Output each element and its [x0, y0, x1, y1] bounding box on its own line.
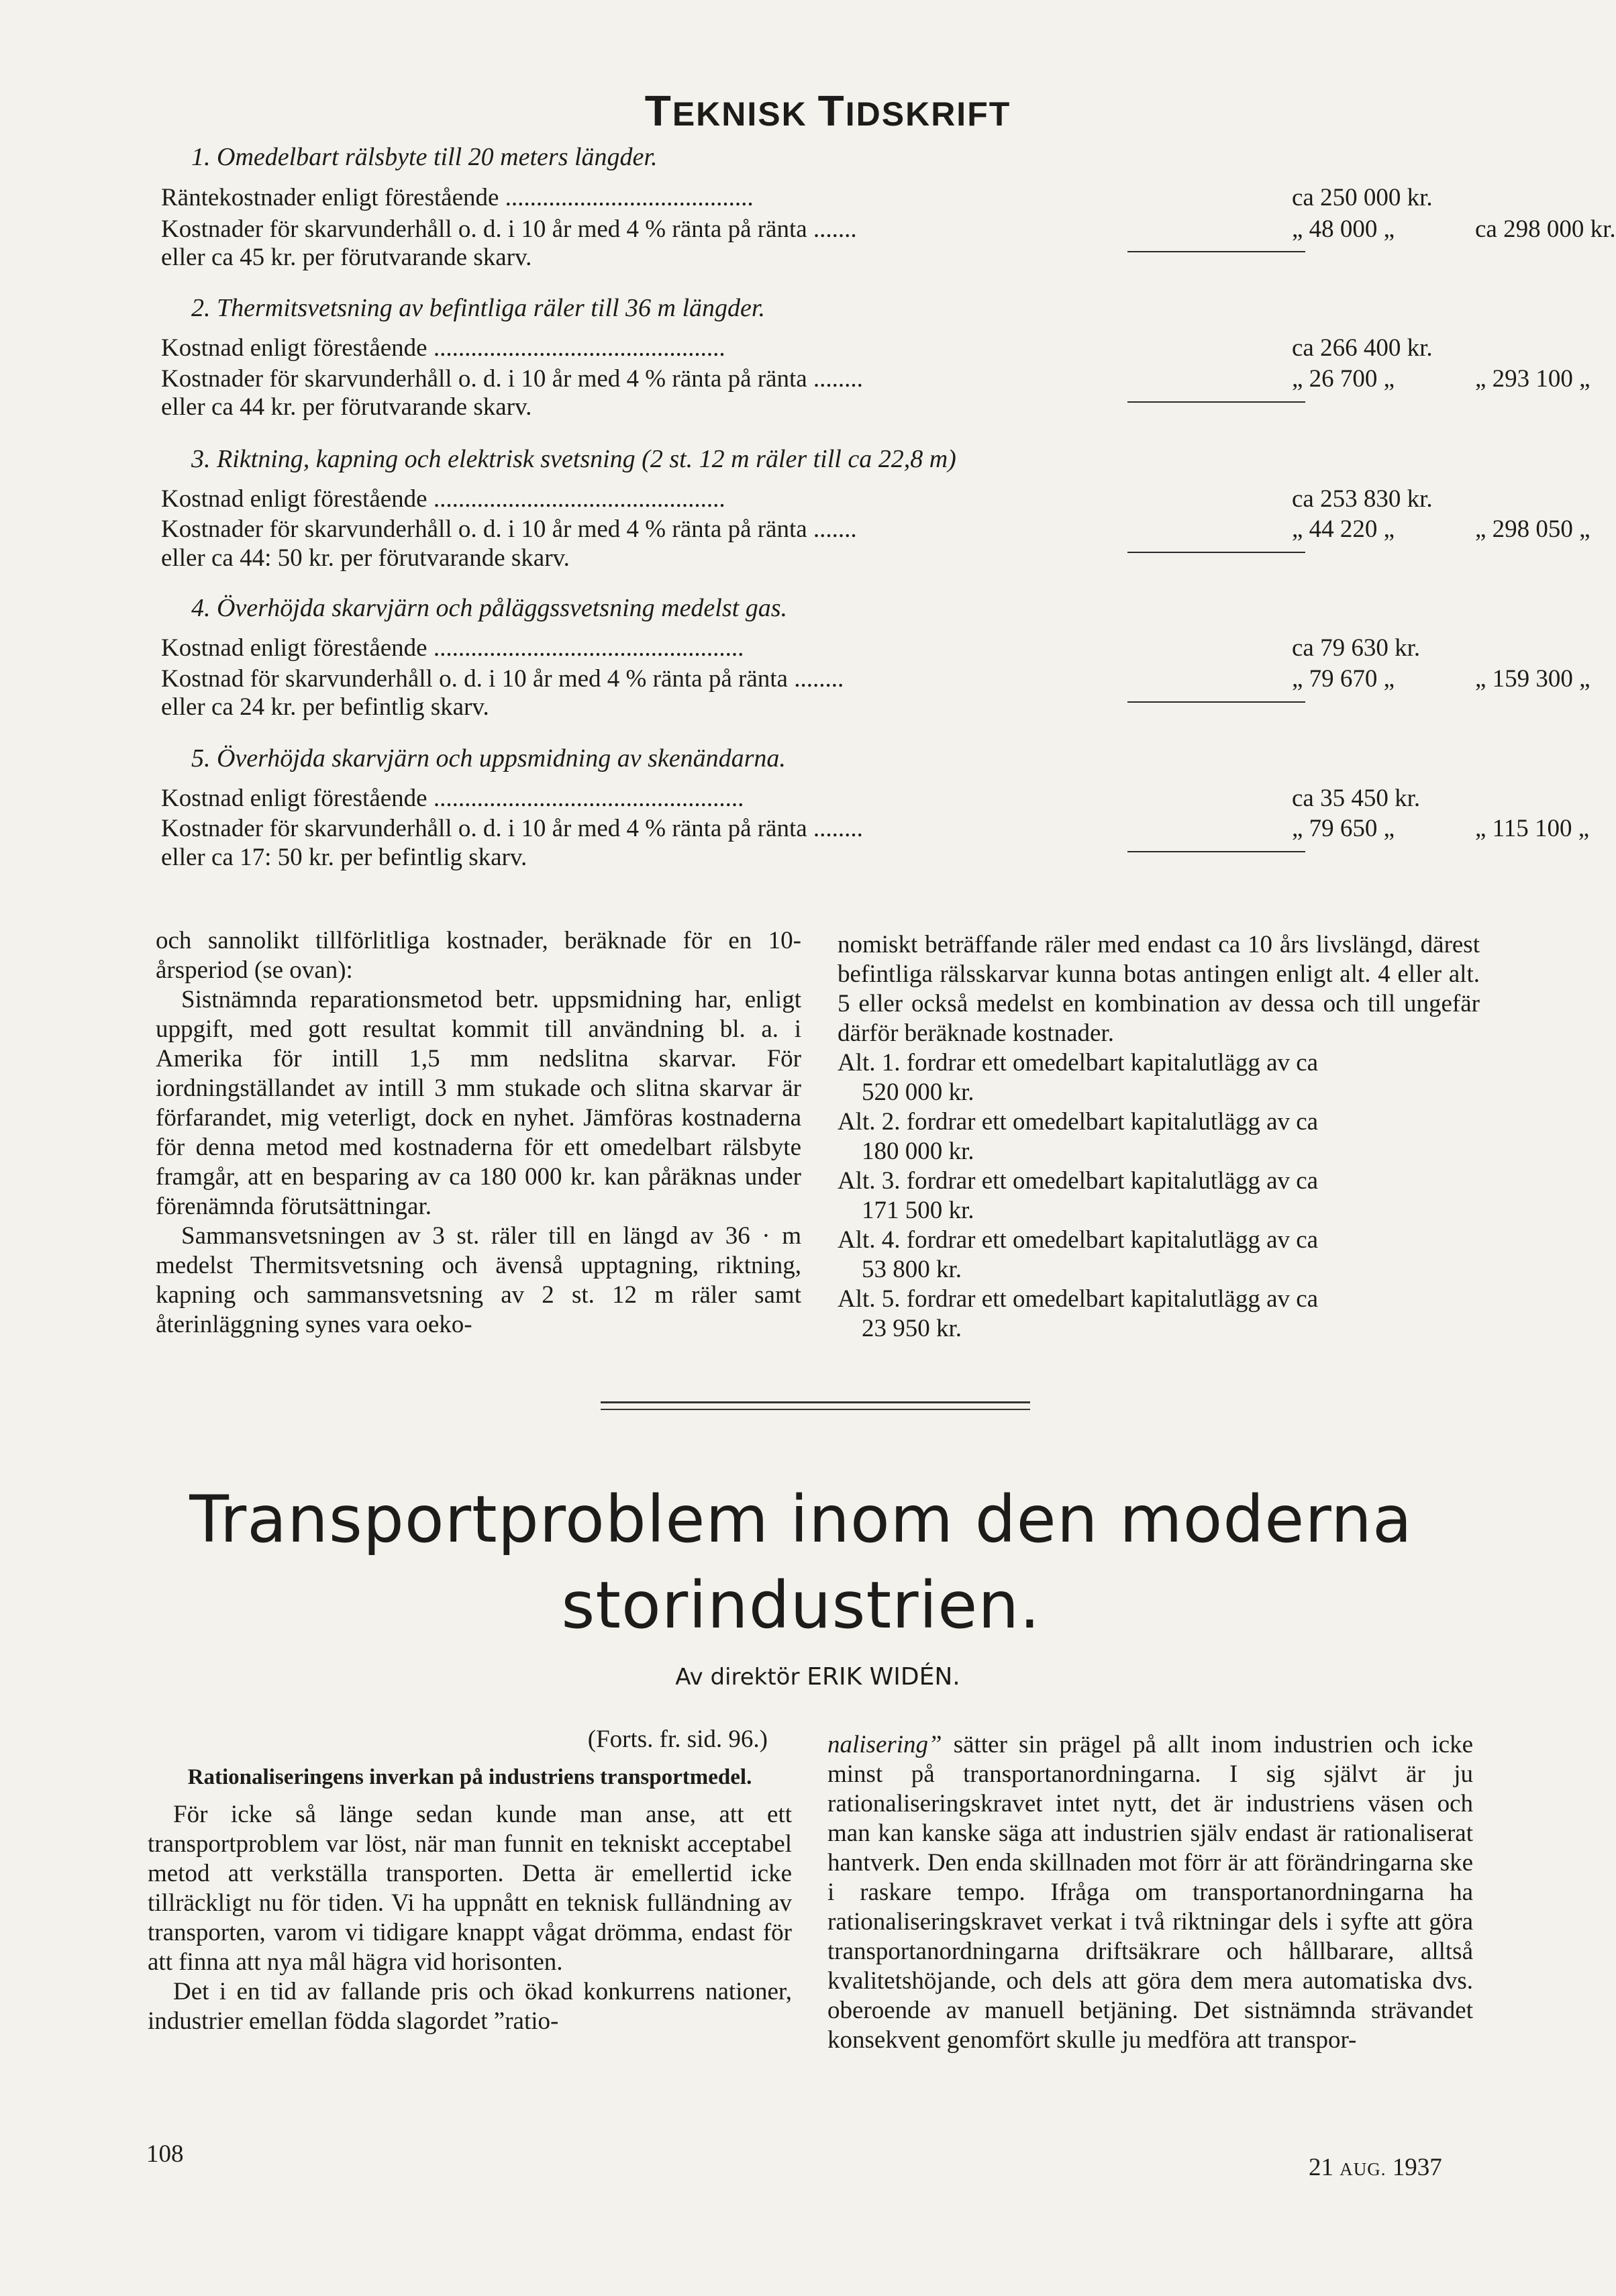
alt4-title: 4. Överhöjda skarvjärn och påläggssvetsning medelst gas.: [191, 594, 787, 622]
alt5-row3: eller ca 17: 50 kr. per befintlig skarv.: [161, 844, 527, 871]
list-item: Alt. 4. fordrar ett omedelbart kapitalutlägg av ca 53 800 kr.: [838, 1226, 1319, 1283]
subheading: Rationaliseringens inverkan på industriens transportmedel.: [187, 1765, 752, 1789]
issue-date: 21 AUG. 1937: [1309, 2154, 1442, 2181]
upper-right-column: [838, 930, 1480, 1344]
paragraph: och sannolikt tillförlitliga kostnader, beräknade för en 10-årsperiod (se ovan):: [156, 927, 801, 984]
paragraph: Sistnämnda reparationsmetod betr. uppsmidning har, enligt uppgift, med gott resultat kommit till användning bl. a. i Amerika för intill 1,5 mm nedslitna skarvar. För iordningställandet av intill 3 mm stukade och slitna skarvar är förfarandet, mig veterligt, dock en nyhet. Jämföras kostnaderna för denna metod med kostnaderna för ett omedelbart rälsbyte framgår, att en besparing av ca 180 000 kr. kan påräknas under förenämnda förutsättningar.: [156, 986, 801, 1220]
journal-header: TEKNISK TIDSKRIFT: [644, 87, 1011, 135]
section-divider: [601, 1401, 1030, 1410]
alt1-row3: eller ca 45 kr. per förutvarande skarv.: [161, 244, 532, 271]
continued-note: (Forts. fr. sid. 96.): [587, 1726, 768, 1753]
alt1-row2: Kostnader för skarvunderhåll o. d. i 10 år med 4 % ränta på ränta ....... „ 48 000 „ ca 298 000 kr.: [161, 215, 1616, 243]
upper-left-column: [156, 926, 801, 1340]
alt2-row3: eller ca 44 kr. per förutvarande skarv.: [161, 393, 532, 421]
alt5-row2: Kostnader för skarvunderhåll o. d. i 10 år med 4 % ränta på ränta ........ „ 79 650 „ „ 115 100 „: [161, 815, 1590, 842]
alt3-row1: Kostnad enligt förestående ............................................... ca 253 830 kr.: [161, 485, 1433, 513]
byline: Av direktör ERIK WIDÉN.: [675, 1663, 960, 1691]
alt4-row3: eller ca 24 kr. per befintlig skarv.: [161, 693, 489, 721]
list-item: Alt. 1. fordrar ett omedelbart kapitalutlägg av ca 520 000 kr.: [838, 1049, 1319, 1106]
alt3-title: 3. Riktning, kapning och elektrisk svetsning (2 st. 12 m räler till ca 22,8 m): [191, 445, 956, 473]
alt1-row1: Räntekostnader enligt förestående ........................................ ca 250 000 kr.: [161, 184, 1433, 211]
list-item: Alt. 2. fordrar ett omedelbart kapitalutlägg av ca 180 000 kr.: [838, 1108, 1319, 1165]
list-item: Alt. 3. fordrar ett omedelbart kapitalutlägg av ca 171 500 kr.: [838, 1167, 1319, 1224]
list-item: Alt. 5. fordrar ett omedelbart kapitalutlägg av ca 23 950 kr.: [838, 1285, 1319, 1342]
alt3-row3: eller ca 44: 50 kr. per förutvarande skarv.: [161, 544, 570, 572]
alt5-row1: Kostnad enligt förestående .................................................. ca 35 450 kr.: [161, 785, 1421, 812]
paragraph: nomiskt beträffande räler med endast ca 10 års livslängd, därest befintliga rälsskarvar kunna botas antingen enligt alt. 4 eller alt. 5 eller också medelst en kombination av dessa och till ungefär därför beräknade kostnader.: [838, 931, 1480, 1047]
article-left-column: [148, 1725, 792, 2036]
paragraph: Det i en tid av fallande pris och ökad konkurrens nationer, industrier emellan födda slagordet ”ratio-: [148, 1978, 792, 2035]
page-number: 108: [146, 2140, 184, 2168]
alt5-title: 5. Överhöjda skarvjärn och uppsmidning av skenändarna.: [191, 744, 786, 772]
article-title: Transportproblem inom den moderna storindustrien.: [189, 1482, 1413, 1643]
paragraph: nalisering” sätter sin prägel på allt inom industrien och icke minst på transportanordningarna. I sig självt är ju rationaliseringskravet intet nytt, det är industriens väsen och man kan kanske säga att industrien själv endast är rationaliserat hantverk. Den enda skillnaden mot förr är att förändringarna ske i raskare tempo. Ifråga om transportanordningarna ha rationaliseringskravet verkat i två riktningar dels i syfte att göra transportanordningarna driftsäkrare och hållbarare, alltså kvalitetshöjande, och dels att göra dem mera automatiska dvs. oberoende av manuell betjäning. Det sistnämnda strävandet konsekvent genomfört skulle ju medföra att transpor-: [827, 1731, 1473, 2054]
alt4-row2: Kostnad för skarvunderhåll o. d. i 10 år med 4 % ränta på ränta ........ „ 79 670 „ „ 159 300 „: [161, 665, 1590, 693]
paragraph: För icke så länge sedan kunde man anse, att ett transportproblem var löst, när man funnit en tekniskt acceptabel metod att verkställa transporten. Detta är emellertid icke tillräckligt nu för tiden. Vi ha uppnått en teknisk fulländning av transporten, varom vi tidigare knappt vågat drömma, endast för att finna att nya mål hägra vid horisonten.: [148, 1801, 792, 1976]
article-right-column: [827, 1730, 1473, 2055]
paragraph: Sammansvetsningen av 3 st. räler till en längd av 36 · m medelst Thermitsvetsning och ävenså upptagning, riktning, kapning och sammansvetsning av 2 st. 12 m räler samt återinläggning synes vara oeko-: [156, 1222, 801, 1338]
alt2-row2: Kostnader för skarvunderhåll o. d. i 10 år med 4 % ränta på ränta ........ „ 26 700 „ „ 293 100 „: [161, 365, 1590, 393]
alt1-title: 1. Omedelbart rälsbyte till 20 meters längder.: [191, 143, 658, 171]
alt4-row1: Kostnad enligt förestående .................................................. ca 79 630 kr.: [161, 634, 1421, 662]
alt2-row1: Kostnad enligt förestående ............................................... ca 266 400 kr.: [161, 334, 1433, 362]
alt2-title: 2. Thermitsvetsning av befintliga räler till 36 m längder.: [191, 294, 765, 322]
alt3-row2: Kostnader för skarvunderhåll o. d. i 10 år med 4 % ränta på ränta ....... „ 44 220 „ „ 298 050 „: [161, 515, 1590, 543]
